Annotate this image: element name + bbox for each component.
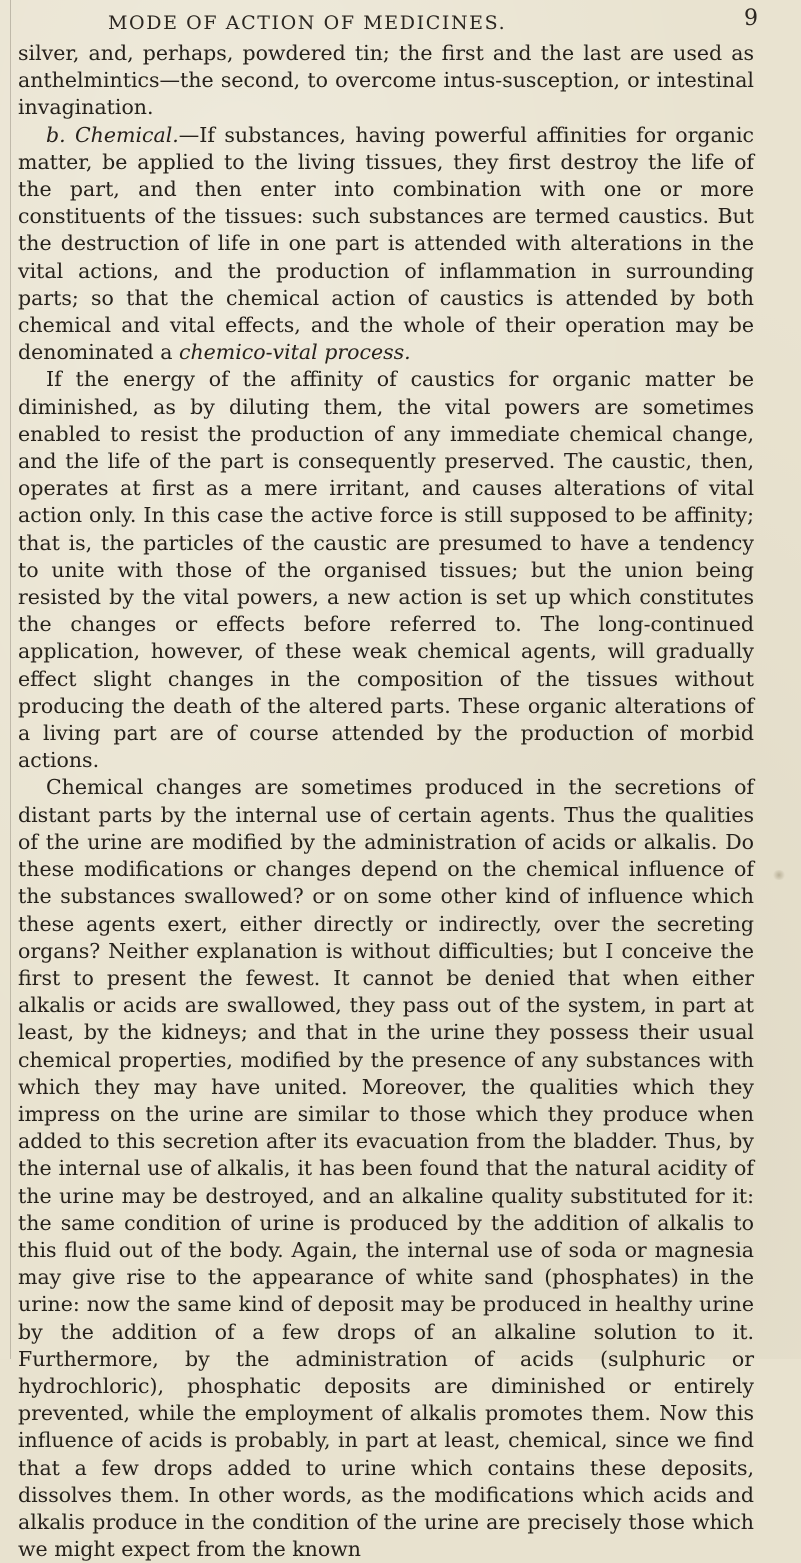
paragraph-text: Chemical changes are sometimes produced in the secretions of distant parts by the internal use of certain agents. Thus the qualities of the urine are modified by the administration of acids or alkalis. Do these modifications or changes depend on the chemical influence of the substances swallowed? or on some other kind of influence which these agents exert, either directly or indirectly, over the secreting organs? Neither explanation is without difficulties; but I conceive the first to present the fewest. It cannot be denied that when either alkalis or acids are swallowed, they pass out of the system, in part at least, by the kidneys; and that in the urine they possess their usual chemical properties, modified by the presence of any substances with which they may have united. Moreover, the qualities which they impress on the urine are similar to those which they produce when added to this secretion after its evacuation from the bladder. Thus, by the internal use of alkalis, it has been found that the natural acidity of the urine may be destroyed, and an alkaline quality substituted for it: the same condition of urine is produced by the addition of alkalis to this fluid out of the body. Again, the internal use of soda or magnesia may give rise to the appearance of white sand (phosphates) in the urine: now the same kind of deposit may be produced in healthy urine by the addition of a few drops of an alkaline solution to it. Furthermore, by the administration of acids (sulphuric or hydrochloric), phosphatic deposits are diminished or entirely prevented, while the employment of alkalis promotes them. Now this influence of acids is probably, in part at least, chemical, since we find that a few drops added to urine which contains these deposits, dissolves them. In other words, as the modifications which acids and alkalis produce in the condition of the urine are precisely those which we might expect from the known [18,775,754,1562]
running-head: MODE OF ACTION OF MEDICINES. [108,12,507,34]
page-header [0,2,801,36]
paragraph-continuation [18,40,754,122]
paragraph-chemical [18,122,754,367]
page-gutter-edge [10,0,11,1359]
paper-blemish [772,870,786,880]
paragraph-text: If the energy of the affinity of caustics for organic matter be diminished, as by diluting them, the vital powers are sometimes enabled to resist the production of any immediate chemical change, and the life of the part is consequently preserved. The caustic, then, operates at first as a mere irritant, and causes alterations of vital action only. In this case the active force is still supposed to be affinity; that is, the particles of the caustic are presumed to have a tendency to unite with those of the organised tissues; but the union being resisted by the vital powers, a new action is set up which constitutes the changes or effects before referred to. The long-continued application, however, of these weak chemical agents, will gradually effect slight changes in the composition of the tissues without producing the death of the altered parts. These organic alterations of a living part are of course attended by the production of morbid actions. [18,367,754,773]
paragraph-secretions [18,774,754,1563]
italic-term: chemico-vital process. [178,340,411,365]
section-label: b. Chemical. [46,122,179,147]
body-text [18,40,754,1563]
page-number: 9 [744,6,758,31]
paragraph-text: silver, and, perhaps, powdered tin; the first and the last are used as anthelmintics—the second, to overcome intus-susception, or intestinal invagination. [18,41,754,120]
paragraph-caustic-energy [18,366,754,774]
paragraph-text: —If substances, having powerful affinities for organic matter, be applied to the living tissues, they first destroy the life of the part, and then enter into combination with one or more constituents of the tissues: such substances are termed caustics. But the destruction of life in one part is attended with alterations in the vital actions, and the production of inflammation in surrounding parts; so that the chemical action of caustics is attended by both chemical and vital effects, and the whole of their operation may be denominated a [18,122,754,365]
